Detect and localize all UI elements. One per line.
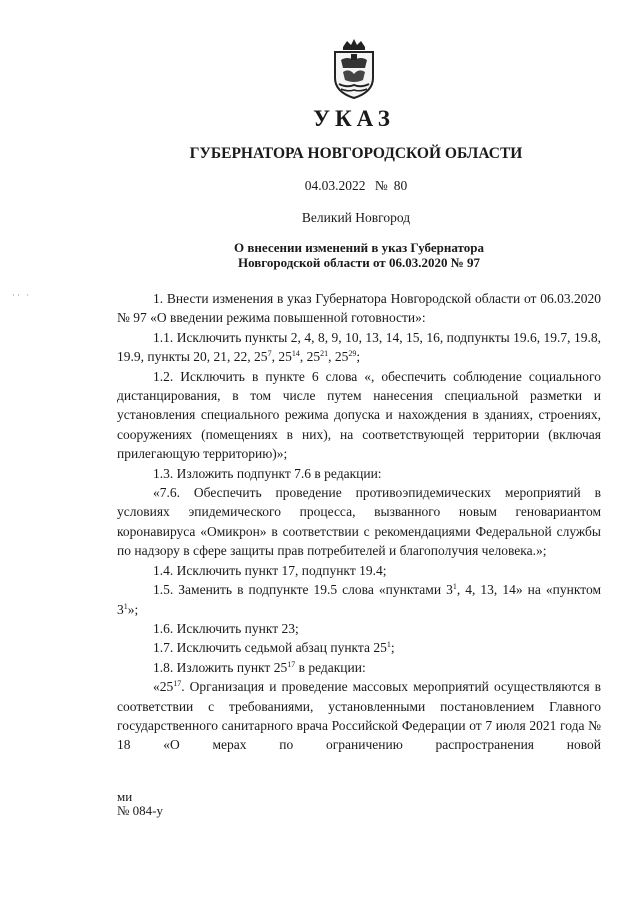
date-number-line — [0, 178, 640, 194]
city: Великий Новгород — [301, 210, 411, 225]
heading-line-2: Новгородской области от 06.03.2020 № 97 — [237, 255, 481, 270]
paragraph-text: ; — [390, 640, 395, 656]
paragraph-text: 1.7. Исключить седьмой абзац пункта 25 — [153, 640, 387, 656]
paragraph-text: 1.6. Исключить пункт 23; — [153, 620, 299, 636]
coat-of-arms-icon — [329, 38, 379, 100]
paragraph-text: «7.6. Обеспечить проведение противоэпидемических мероприятий в условиях эпидемического процесса, вызванного новым геновариантом коронавируса «Омикрон» в соответствии с рекомендациями Федеральной службы по надзору в сфере защиты прав потребителей и благополучия человека.»; — [117, 485, 601, 559]
document-code: № 084-у — [117, 803, 163, 818]
paragraph-text: в редакции: — [295, 659, 366, 675]
paragraph-p1-5 — [117, 580, 601, 619]
superscript: 21 — [320, 349, 329, 359]
superscript: 1 — [386, 640, 391, 650]
paragraph-p-2517 — [117, 677, 601, 755]
author-initials: ми — [117, 789, 133, 804]
paragraph-p1-2 — [117, 367, 601, 464]
document-number: 80 — [393, 178, 408, 193]
paragraph-text: »; — [127, 601, 139, 617]
superscript: 14 — [291, 349, 300, 359]
paragraph-p1-3 — [117, 464, 601, 483]
issuer-title: ГУБЕРНАТОРА НОВГОРОДСКОЙ ОБЛАСТИ — [189, 145, 523, 162]
document-title: УКАЗ — [313, 106, 395, 131]
superscript: 1 — [452, 582, 457, 592]
superscript: 17 — [287, 659, 296, 669]
paragraph-p1-1 — [117, 328, 601, 367]
scan-speck: ·· · — [12, 290, 32, 300]
footer — [117, 790, 163, 818]
superscript: 7 — [267, 349, 272, 359]
paragraph-text: 1. Внести изменения в указ Губернатора Новгородской области от 06.03.2020 № 97 «О введении режима повышенной готовности»: — [117, 291, 601, 326]
document-body — [117, 289, 601, 755]
paragraph-p-76 — [117, 483, 601, 561]
paragraph-text: 1.3. Изложить подпункт 7.6 в редакции: — [153, 465, 382, 481]
paragraph-p1-6 — [117, 619, 601, 638]
number-sign: № — [374, 178, 388, 193]
paragraph-text: 1.8. Изложить пункт 25 — [153, 659, 288, 675]
paragraph-p1-7 — [117, 638, 601, 657]
superscript: 17 — [173, 679, 182, 689]
paragraph-p1-4 — [117, 561, 601, 580]
paragraph-text: «25 — [153, 679, 174, 695]
paragraph-p1 — [117, 289, 601, 328]
paragraph-text: ; — [356, 349, 361, 365]
document-heading — [0, 240, 640, 270]
paragraph-p1-8 — [117, 658, 601, 677]
paragraph-text: 1.1. Исключить пункты 2, 4, 8, 9, 10, 13, 14, 15, 16, подпункты 19.6, 19.7, 19.8, 19.9, пункты 20, 21, 22, 25 — [117, 329, 601, 365]
superscript: 1 — [123, 601, 128, 611]
paragraph-text: 1.4. Исключить пункт 17, подпункт 19.4; — [153, 562, 387, 578]
paragraph-text: , 4, 13, 14» на «пунктом 3 — [117, 582, 601, 617]
paragraph-text: , 25 — [271, 349, 292, 365]
heading-line-1: О внесении изменений в указ Губернатора — [234, 240, 484, 255]
paragraph-text: . Организация и проведение массовых мероприятий осуществляются в соответствии с требованиями, установленными постановлением Главного государственного санитарного врача Российской Федерации от 7 июля 2021 года № 18 «О мерах по ограничению распространения новой — [117, 679, 601, 753]
paragraph-text: , 25 — [299, 349, 321, 365]
document-date: 04.03.2022 — [304, 178, 366, 193]
paragraph-text: 1.5. Заменить в подпункте 19.5 слова «пунктами 3 — [153, 582, 453, 598]
paragraph-text: 1.2. Исключить в пункте 6 слова «, обеспечить соблюдение социального дистанцирования, в том числе путем нанесения специальной разметки и установления специального режима допуска и нахождения в зданиях, строениях, сооружениях (помещениях в них), на соответствующей территории (включая прилегающую территорию)»; — [117, 368, 601, 462]
paragraph-text: , 25 — [328, 349, 349, 365]
superscript: 29 — [348, 349, 357, 359]
